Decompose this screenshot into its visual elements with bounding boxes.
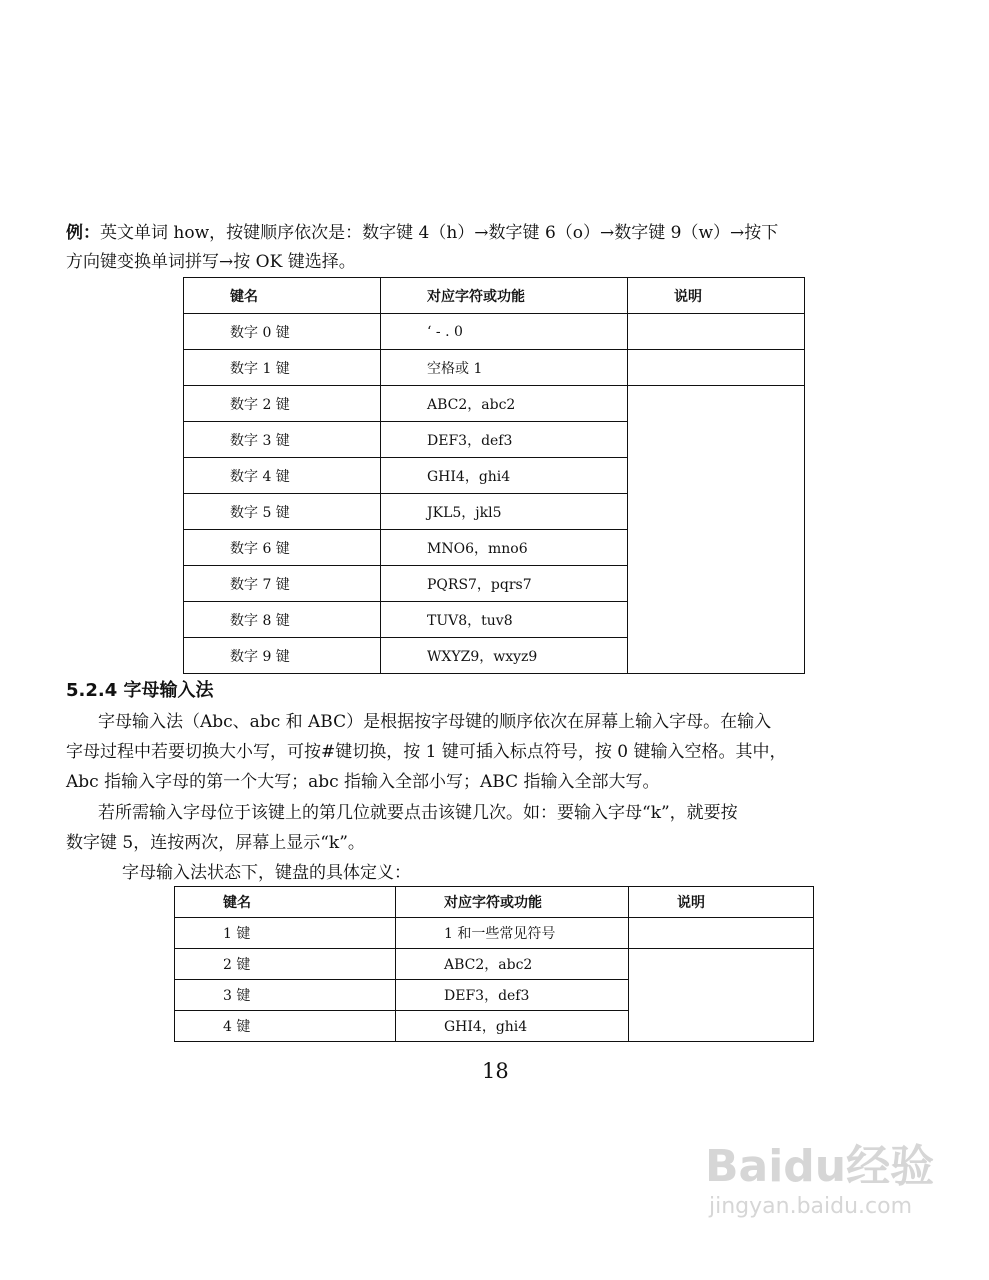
intro-text: 英文单词 how，按键顺序依次是：数字键 4（h）→数字键 6（o）→数字键 9（w）→按下 <box>100 223 779 243</box>
value-cell: DEF3，def3 <box>381 422 628 458</box>
header-cell: 说明 <box>628 278 805 314</box>
key-cell: 2 键 <box>175 949 396 980</box>
header-cell: 对应字符或功能 <box>396 887 629 918</box>
value-cell: GHI4，ghi4 <box>396 1011 629 1042</box>
intro-line-1 <box>66 222 778 244</box>
note-cell <box>628 350 805 386</box>
watermark-url: jingyan.baidu.com <box>709 1194 913 1219</box>
key-cell: 数字 9 键 <box>184 638 381 674</box>
letter-key-table <box>174 886 814 1042</box>
paragraph-line: 字母过程中若要切换大小写，可按#键切换，按 1 键可插入标点符号，按 0 键输入空格。其中， <box>66 742 787 762</box>
numeric-key-table <box>183 277 805 674</box>
paragraph-line: 若所需输入字母位于该键上的第几位就要点击该键几次。如：要输入字母“k”，就要按 <box>98 803 738 823</box>
key-cell: 4 键 <box>175 1011 396 1042</box>
value-cell: PQRS7，pqrs7 <box>381 566 628 602</box>
note-cell <box>628 386 805 674</box>
paragraph-line: Abc 指输入字母的第一个大写；abc 指输入全部小写；ABC 指输入全部大写。 <box>66 772 660 792</box>
paragraph-line: 数字键 5，连按两次，屏幕上显示“k”。 <box>66 833 365 853</box>
value-cell: GHI4，ghi4 <box>381 458 628 494</box>
key-cell: 1 键 <box>175 918 396 949</box>
paragraph-line: 字母输入法状态下，键盘的具体定义： <box>122 863 411 883</box>
note-cell <box>629 918 814 949</box>
key-cell: 数字 0 键 <box>184 314 381 350</box>
table-header <box>184 278 805 314</box>
key-cell: 数字 8 键 <box>184 602 381 638</box>
watermark-brand: Baidu经验 <box>705 1141 935 1192</box>
value-cell: MNO6，mno6 <box>381 530 628 566</box>
value-cell: 1 和一些常见符号 <box>396 918 629 949</box>
note-cell <box>629 949 814 1042</box>
value-cell: ABC2，abc2 <box>381 386 628 422</box>
value-cell: WXYZ9，wxyz9 <box>381 638 628 674</box>
header-cell: 说明 <box>629 887 814 918</box>
key-cell: 数字 2 键 <box>184 386 381 422</box>
value-cell: ‘ - . 0 <box>381 314 628 350</box>
table-row <box>184 386 805 422</box>
table-row <box>184 314 805 350</box>
section-heading: 5.2.4 字母输入法 <box>66 680 214 701</box>
table-row <box>175 949 814 980</box>
value-cell: JKL5，jkl5 <box>381 494 628 530</box>
value-cell: TUV8，tuv8 <box>381 602 628 638</box>
example-label: 例： <box>66 223 100 243</box>
table-header <box>175 887 814 918</box>
key-cell: 数字 7 键 <box>184 566 381 602</box>
baidu-watermark-logo <box>705 1130 934 1219</box>
note-cell <box>628 314 805 350</box>
key-cell: 数字 5 键 <box>184 494 381 530</box>
value-cell: 空格或 1 <box>381 350 628 386</box>
intro-line-2: 方向键变换单词拼写→按 OK 键选择。 <box>66 252 356 272</box>
table-row <box>175 918 814 949</box>
header-cell: 对应字符或功能 <box>381 278 628 314</box>
key-cell: 数字 6 键 <box>184 530 381 566</box>
header-cell: 键名 <box>175 887 396 918</box>
key-cell: 数字 4 键 <box>184 458 381 494</box>
paragraph-line: 字母输入法（Abc、abc 和 ABC）是根据按字母键的顺序依次在屏幕上输入字母。在输入 <box>98 712 772 732</box>
table-row <box>184 350 805 386</box>
value-cell: DEF3，def3 <box>396 980 629 1011</box>
key-cell: 数字 3 键 <box>184 422 381 458</box>
page-number: 18 <box>482 1059 509 1083</box>
key-cell: 3 键 <box>175 980 396 1011</box>
value-cell: ABC2，abc2 <box>396 949 629 980</box>
key-cell: 数字 1 键 <box>184 350 381 386</box>
header-cell: 键名 <box>184 278 381 314</box>
